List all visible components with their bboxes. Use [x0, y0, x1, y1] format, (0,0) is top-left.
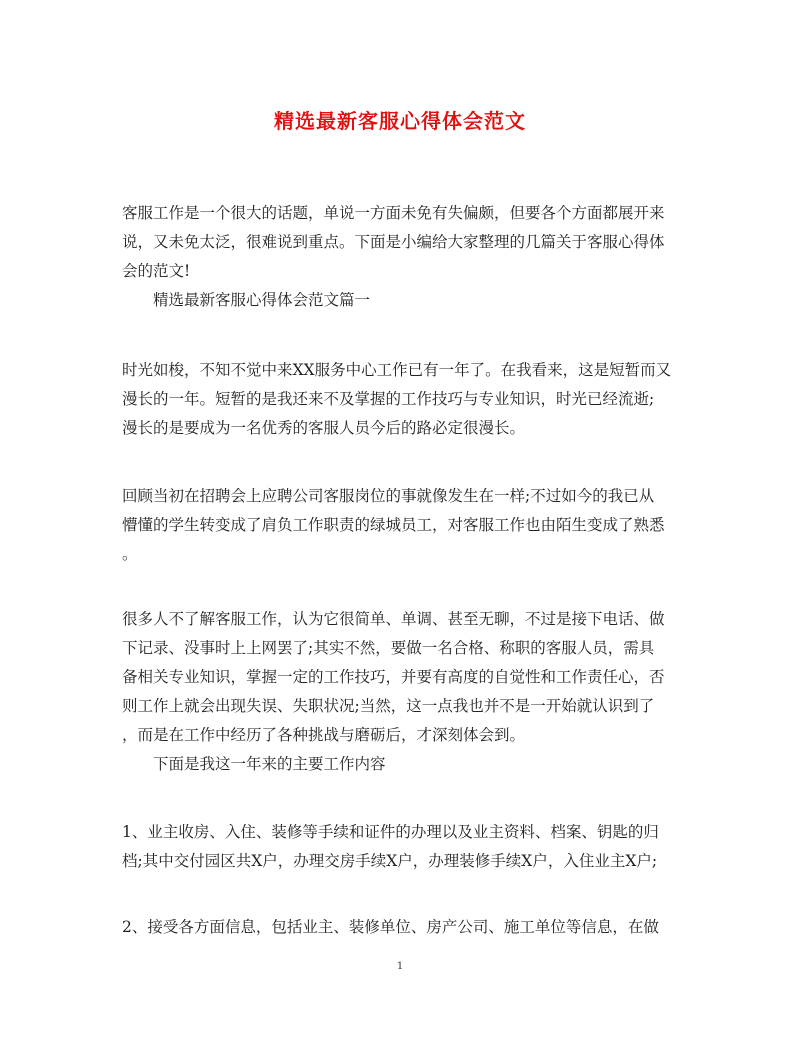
text-line: 懵懂的学生转变成了肩负工作职责的绿城员工，对客服工作也由陌生变成了熟悉 — [122, 516, 665, 534]
text-line: 客服工作是一个很大的话题，单说一方面未免有失偏颇，但要各个方面都展开来 — [122, 204, 665, 222]
paragraph-3 — [122, 605, 682, 779]
page-number: 1 — [396, 961, 404, 972]
text-line: 则工作上就会出现失误、失职状况;当然，这一点我也并不是一开始就认识到了 — [122, 697, 655, 715]
list-item-1 — [122, 818, 682, 876]
intro-paragraph — [122, 199, 682, 315]
text-line: 说，又未免太泛，很难说到重点。下面是小编给大家整理的几篇关于客服心得体 — [122, 233, 665, 251]
document-title: 精选最新客服心得体会范文 — [274, 109, 526, 133]
text-line: 很多人不了解客服工作，认为它很简单、单调、甚至无聊，不过是接下电话、做 — [122, 610, 665, 628]
text-line: 漫长的是要成为一名优秀的客服人员今后的路必定很漫长。 — [122, 419, 526, 437]
text-line: 档;其中交付园区共X户，办理交房手续X户，办理装修手续X户，入住业主X户; — [122, 852, 658, 870]
text-line: 2、接受各方面信息，包括业主、装修单位、房产公司、施工单位等信息，在做 — [122, 918, 659, 936]
text-line: 回顾当初在招聘会上应聘公司客服岗位的事就像发生在一样;不过如今的我已从 — [122, 487, 655, 505]
work-content-heading: 下面是我这一年来的主要工作内容 — [153, 755, 386, 773]
paragraph-1 — [122, 356, 682, 443]
text-line: 下记录、没事时上上网罢了;其实不然，要做一名合格、称职的客服人员，需具 — [122, 639, 655, 657]
text-line: 1、业主收房、入住、装修等手续和证件的办理以及业主资料、档案、钥匙的归 — [122, 823, 659, 841]
paragraph-2 — [122, 482, 682, 569]
text-line: 会的范文! — [122, 262, 191, 280]
list-item-2 — [122, 913, 682, 942]
text-line: 。 — [122, 545, 138, 563]
text-line: 漫长的一年。短暂的是我还来不及掌握的工作技巧与专业知识，时光已经流逝; — [122, 390, 655, 408]
text-line: 备相关专业知识，掌握一定的工作技巧，并要有高度的自觉性和工作责任心，否 — [122, 668, 665, 686]
section-heading: 精选最新客服心得体会范文篇一 — [153, 291, 371, 309]
text-line: ，而是在工作中经历了各种挑战与磨砺后，才深刻体会到。 — [122, 726, 526, 744]
text-line: 时光如梭，不知不觉中来XX服务中心工作已有一年了。在我看来，这是短暂而又 — [122, 361, 672, 379]
